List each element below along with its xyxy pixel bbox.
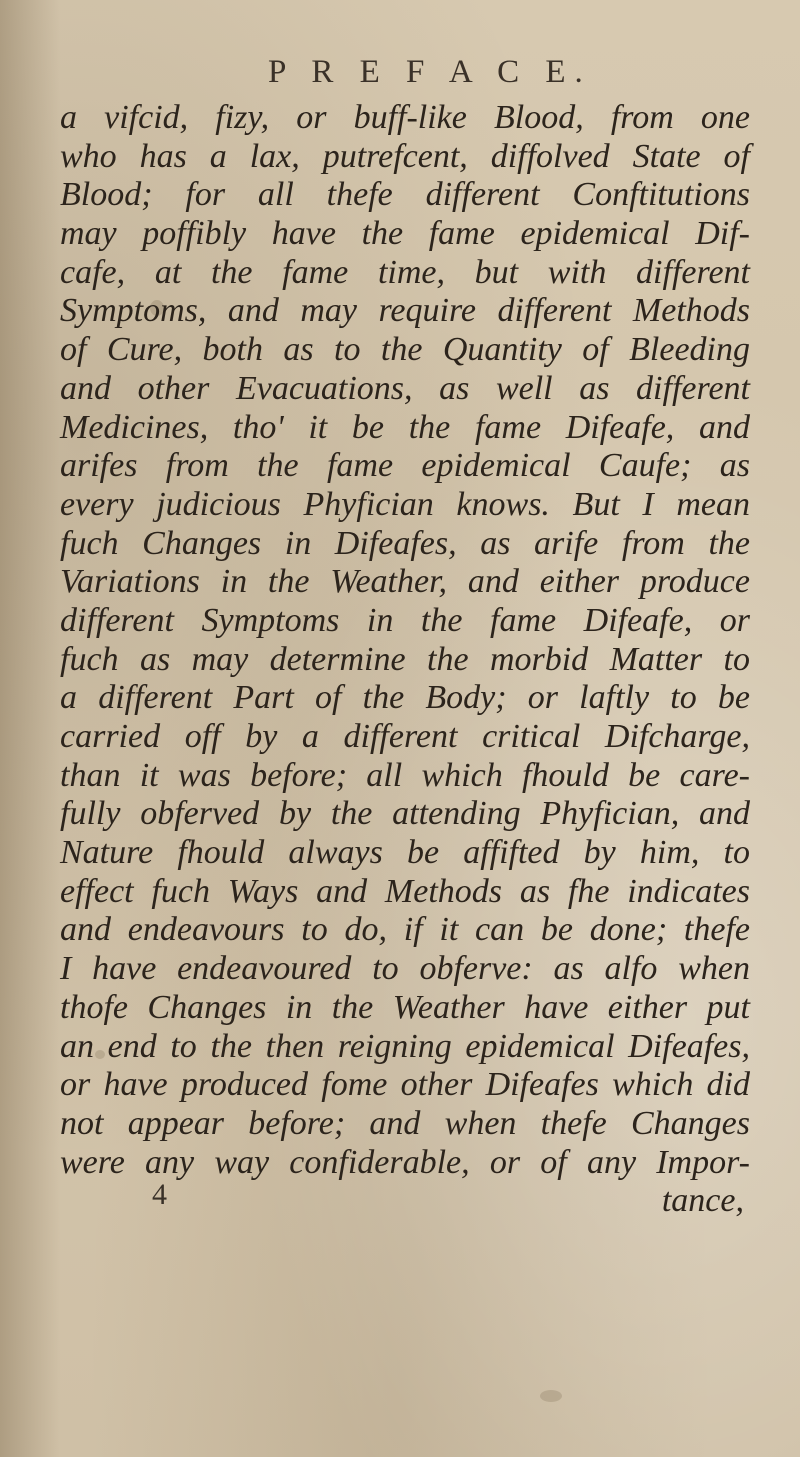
text-line: different Symptoms in the fame Difeafe, or [60, 601, 750, 639]
text-line: effect fuch Ways and Methods as fhe indicates [60, 872, 750, 910]
catchword: tance, [661, 1182, 744, 1220]
text-line: or have produced fome other Difeafes which did [60, 1066, 750, 1104]
page-fold-shadow [0, 0, 60, 1457]
running-head: P R E F A C E. [268, 54, 592, 90]
text-line: Blood; for all thefe different Conftitutions [60, 176, 750, 214]
text-line: every judicious Phyfician knows. But I mean [60, 485, 750, 523]
text-line: fuch as may determine the morbid Matter to [60, 640, 750, 678]
text-line: were any way confiderable, or of any Impor- [60, 1143, 750, 1181]
text-line: than it was before; all which fhould be care- [60, 756, 750, 794]
foxing-stain [540, 1390, 562, 1402]
text-line: cafe, at the fame time, but with different [60, 253, 750, 291]
text-line: thofe Changes in the Weather have either put [60, 988, 750, 1026]
text-line: and other Evacuations, as well as different [60, 369, 750, 407]
text-line: fuch Changes in Difeafes, as arife from the [60, 524, 750, 562]
text-line: Nature fhould always be affifted by him, to [60, 834, 750, 872]
text-line: and endeavours to do, if it can be done; thefe [60, 911, 750, 949]
text-line: carried off by a different critical Difcharge, [60, 718, 750, 755]
text-line: of Cure, both as to the Quantity of Bleeding [60, 331, 750, 369]
text-line: a different Part of the Body; or laftly to be [60, 679, 750, 717]
text-line: arifes from the fame epidemical Caufe; as [60, 447, 750, 485]
signature-mark: 4 [152, 1178, 167, 1211]
text-line: may poffibly have the fame epidemical Dif- [60, 215, 750, 253]
text-line: who has a lax, putrefcent, diffolved State of [60, 137, 750, 175]
text-line: an end to the then reigning epidemical Difeafes, [60, 1027, 750, 1065]
text-line: Variations in the Weather, and either produce [60, 563, 750, 601]
text-line: not appear before; and when thefe Changes [60, 1104, 750, 1142]
text-line: a vifcid, fizy, or buff-like Blood, from one [60, 99, 750, 136]
body-text [60, 99, 750, 1221]
text-line: fully obferved by the attending Phyfician, and [60, 795, 750, 833]
text-line: I have endeavoured to obferve: as alfo when [60, 950, 750, 988]
text-line: Symptoms, and may require different Methods [60, 292, 750, 330]
text-line: Medicines, tho' it be the fame Difeafe, and [60, 408, 750, 446]
